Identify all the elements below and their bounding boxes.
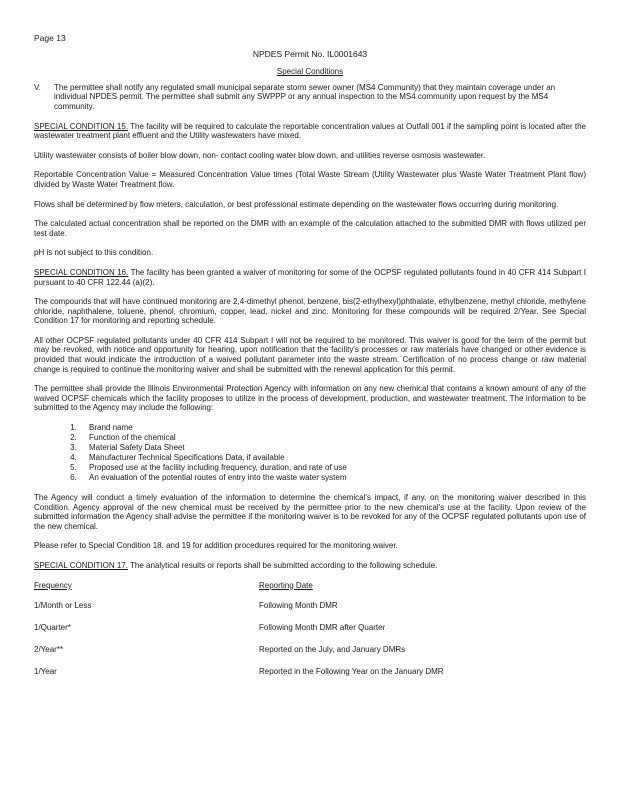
col-reporting-date: Reporting Date	[259, 580, 313, 590]
sc17-intro: SPECIAL CONDITION 17. The analytical results or reports shall be submitted according to the following schedule.	[34, 561, 438, 570]
sc15-paragraph: Reportable Concentration Value = Measured Concentration Value times (Total Waste Stream (Utility Wastewater plus Waste Water Treatment Plant flow) divided by Waste Water Treatment flow.	[34, 170, 586, 189]
permit-number: NPDES Permit No. IL0001643	[252, 48, 368, 59]
sc15-heading: SPECIAL CONDITION 15.	[34, 121, 129, 131]
table-row: 1/Year Reported in the Following Year on the January DMR	[34, 666, 444, 676]
sc15-paragraph: Utility wastewater consists of boiler blow down, non- contact cooling water blow down, and utilities reverse osmosis wastewater.	[34, 150, 486, 160]
sc15-paragraph: pH is not subject to this condition.	[34, 248, 154, 258]
section-title: Special Conditions	[276, 67, 344, 77]
sc16-paragraph: The compounds that will have continued monitoring are 2,4-dimethyl phenol, benzene, bis(2-ethylhexyl)phthalate, ethylbenzene, methyl chloride, methylene chloride, naphthalene, toluene, phenol, chromium, copper, lead, nickel and zinc. Monitoring for these compounds will be required 2/Year. See Special Condition 17 for monitoring and reporting schedule.	[34, 297, 586, 326]
list-item: 1. Brand name	[79, 423, 586, 433]
col-frequency: Frequency	[34, 580, 72, 590]
item-v-number: V.	[34, 82, 41, 92]
reporting-schedule-table	[34, 581, 444, 689]
list-item: 6. An evaluation of the potential routes of entry into the waste water system	[79, 473, 586, 483]
table-row: 1/Month or Less Following Month DMR	[34, 600, 338, 610]
sc15-paragraph: Flows shall be determined by flow meters, calculation, or best professional estimate depending on the wastewater flows occurring during monitoring.	[34, 199, 559, 209]
sc17-heading: SPECIAL CONDITION 17.	[34, 561, 128, 570]
item-v-text: The permittee shall notify any regulated small municipal separate storm sewer owner (MS4 Community) that they maintain coverage under an individual NPDES permit. The permittee shall submit any SWPPP or any annual inspection to the MS4 community upon request by the MS4 community.	[54, 82, 556, 111]
page-number: Page 13	[34, 33, 66, 43]
sc16-intro: SPECIAL CONDITION 16. The facility has been granted a waiver of monitoring for some of the OCPSF regulated pollutants found in 40 CFR 414 Subpart I pursuant to 40 CFR 122.44 (a)(2).	[34, 267, 587, 287]
document-page	[34, 34, 586, 689]
info-list	[34, 423, 586, 483]
sc16-paragraph: The permittee shall provide the Illinois Environmental Protection Agency with information on any new chemical that contains a known amount of any of the waived OCPSF chemicals which the facility proposes to utilize in the process of development, production, and wastewater treatment. The information to be submitted to the Agency may include the following:	[34, 384, 586, 413]
list-item: 3. Material Safety Data Sheet	[79, 443, 586, 453]
list-item: 5. Proposed use at the facility including frequency, duration, and rate of use	[79, 463, 586, 473]
table-header-row	[34, 581, 444, 601]
list-item: 4. Manufacturer Technical Specifications Data, if available	[79, 453, 586, 463]
sc16-paragraph: Please refer to Special Condition 18. and 19 for addition procedures required for the monitoring waiver.	[34, 541, 398, 551]
item-v	[34, 83, 586, 112]
sc16-heading: SPECIAL CONDITION 16.	[34, 267, 129, 277]
table-row: 1/Quarter* Following Month DMR after Quarter	[34, 622, 386, 632]
list-item: 2. Function of the chemical	[79, 433, 586, 443]
sc16-paragraph: The Agency will conduct a timely evaluation of the information to determine the chemical's impact, if any, on the monitoring waiver described in this Condition. Agency approval of the new chemical must be received by the permittee prior to the new chemical's use at the facility. Upon review of the submitted information the Agency shall advise the permittee if the monitoring waiver is to be revoked for any of the OCPSF regulated pollutants upon use of the new chemical.	[34, 493, 586, 531]
sc15-paragraph: The calculated actual concentration shall be reported on the DMR with an example of the calculation attached to the submitted DMR with flows utilized per test date.	[34, 219, 586, 238]
sc16-paragraph: All other OCPSF regulated pollutants under 40 CFR 414 Subpart I will not be required to be monitored. This waiver is good for the term of the permit but may be revoked, with notice and opportunity for hearing, upon notification that the facility's processes or raw materials have changed or other evidence is provided that would indicate the introduction of a waived pollutant parameter into the waste stream. Certification of no process change or raw material change is required to continue the monitoring waiver and shall be submitted with the renewal application for this permit.	[34, 335, 586, 374]
sc15-intro: SPECIAL CONDITION 15. The facility will be required to calculate the reportable concentration values at Outfall 001 if the sampling point is located after the wastewater treatment plant effluent and the Utility wastewaters have mixed.	[34, 121, 587, 141]
table-row: 2/Year** Reported on the July, and January DMRs	[34, 644, 406, 654]
